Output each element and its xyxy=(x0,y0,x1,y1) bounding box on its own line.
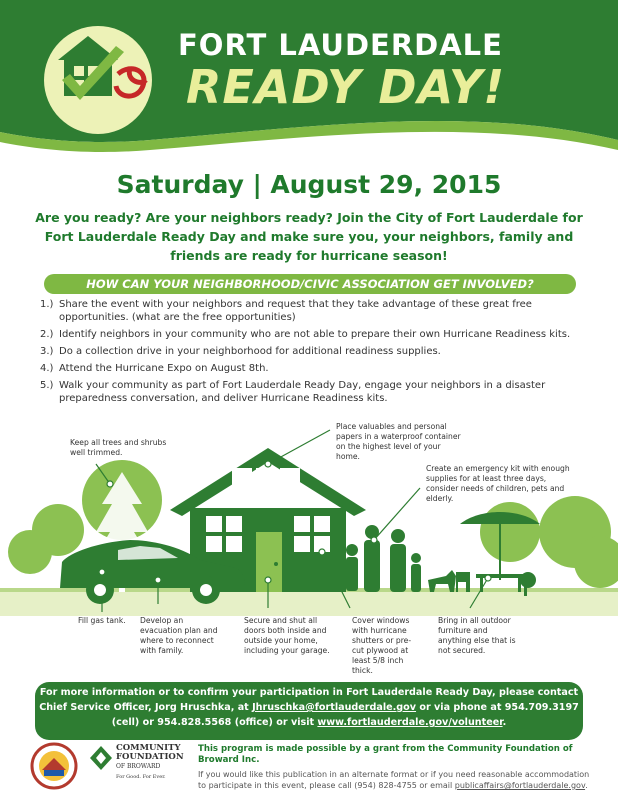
footer-text-1: For more information or to confirm your participation in Fort Lauderdale Ready Day, please contact Chief Service Officer, Jorg Hruschka, at xyxy=(39,687,579,713)
header xyxy=(0,0,618,170)
step-number: 3.) xyxy=(40,346,54,357)
caption-kit: Create an emergency kit with enough supplies for at least three days, consider needs of children, pets and elderly. xyxy=(426,464,570,503)
steps-list xyxy=(40,298,588,409)
accessibility-text-end: . xyxy=(585,781,588,790)
step-text: Attend the Hurricane Expo on August 8th. xyxy=(59,363,269,374)
caption-windows: Cover windows with hurricane shutters or pre-cut plywood at least 5/8 inch thick. xyxy=(352,616,412,675)
accessibility-text: If you would like this publication in an alternate format or if you need reasonable accommodation to participate in this event, please call (954) 828-4755 or email xyxy=(198,770,590,790)
logo-line-1: COMMUNITY xyxy=(116,743,181,753)
sponsor-logos xyxy=(30,738,190,793)
step-text: Walk your community as part of Fort Lauderdale Ready Day, engage your neighbors in a disaster preparedness conversation, and deliver Hurricane Readiness kits. xyxy=(59,380,546,404)
intro-text: Are you ready? Are your neighbors ready? Join the City of Fort Lauderdale for Fort Lauderdale Ready Day and make sure you, your neighbors, family and friends are ready for hurricane season! xyxy=(35,210,583,263)
contact-footer xyxy=(35,682,583,740)
step-text: Share the event with your neighbors and request that they take advantage of these great free opportunities. (what are the free opportunities) xyxy=(59,299,532,323)
list-item xyxy=(40,362,588,375)
step-number: 5.) xyxy=(40,380,54,391)
grant-line: This program is made possible by a grant from the Community Foundation of Broward Inc. xyxy=(198,744,573,765)
grant-notice xyxy=(198,744,598,791)
list-item xyxy=(40,298,588,324)
city-seal-icon xyxy=(30,738,90,792)
caption-evacuation: Develop an evacuation plan and where to reconnect with family. xyxy=(140,616,218,655)
preparedness-illustration xyxy=(0,412,618,675)
logo-line-3: OF BROWARD xyxy=(116,763,161,770)
step-text: Identify neighbors in your community who are not able to prepare their own Hurricane Readiness kits. xyxy=(59,329,571,340)
caption-papers: Place valuables and personal papers in a waterproof container on the highest level of your home. xyxy=(336,422,461,461)
volunteer-url-link[interactable]: www.fortlauderdale.gov/volunteer xyxy=(317,717,503,728)
caption-trees: Keep all trees and shrubs well trimmed. xyxy=(70,438,167,457)
list-item xyxy=(40,345,588,358)
footer-text-3: . xyxy=(502,717,507,728)
step-number: 1.) xyxy=(40,299,54,310)
step-number: 4.) xyxy=(40,363,54,374)
step-text: Do a collection drive in your neighborhood for additional readiness supplies. xyxy=(59,346,441,357)
caption-doors: Secure and shut all doors both inside and outside your home, including your garage. xyxy=(244,616,330,655)
step-number: 2.) xyxy=(40,329,54,340)
logo-tagline: For Good. For Ever. xyxy=(116,774,166,780)
caption-gas: Fill gas tank. xyxy=(78,616,126,625)
event-date: Saturday | August 29, 2015 xyxy=(116,170,502,199)
title-line-1: FORT LAUDERDALE xyxy=(178,28,503,62)
contact-email-link[interactable]: Jhruschka@fortlauderdale.gov xyxy=(252,702,417,713)
footer-text-2: or via phone at 954.709.3197 (cell) or 954.828.5568 (office) or visit xyxy=(111,702,579,728)
community-foundation-icon xyxy=(86,742,116,772)
caption-outdoor: Bring in all outdoor furniture and anything else that is not secured. xyxy=(438,616,516,655)
list-item xyxy=(40,328,588,341)
logo-line-2: FOUNDATION xyxy=(116,752,184,762)
ready-day-logo-icon xyxy=(44,26,152,134)
community-foundation-wordmark xyxy=(116,744,184,782)
family-icon xyxy=(346,525,456,592)
title-line-2: READY DAY! xyxy=(186,60,506,114)
list-item xyxy=(40,379,588,405)
section-banner: HOW CAN YOUR NEIGHBORHOOD/CIVIC ASSOCIATION GET INVOLVED? xyxy=(44,274,576,294)
public-affairs-email-link[interactable]: publicaffairs@fortlauderdale.gov xyxy=(454,781,586,790)
